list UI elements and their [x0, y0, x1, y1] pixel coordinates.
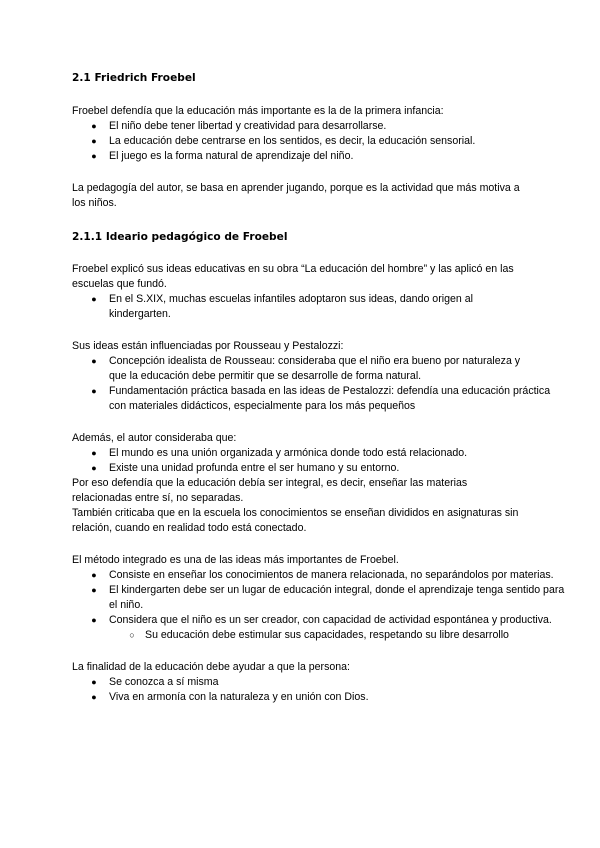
paragraph: Froebel defendía que la educación más importante es la de la primera infancia:	[72, 105, 444, 117]
bullet-icon: ●	[91, 448, 97, 458]
section-heading: 2.1 Friedrich Froebel	[72, 72, 196, 84]
paragraph: Por eso defendía que la educación debía ser integral, es decir, enseñar las materias relacionadas entre sí, no separadas.	[72, 477, 468, 504]
bullet-list	[72, 568, 565, 643]
bullet-icon: ●	[91, 386, 97, 396]
list-item: ● Concepción idealista de Rousseau: consideraba que el niño era bueno por naturaleza y que la educación debe permitir que se desarrolle de forma natural.	[72, 354, 529, 384]
bullet-list	[72, 675, 532, 705]
bullet-icon: ●	[91, 151, 97, 161]
paragraph: Sus ideas están influenciadas por Rousseau y Pestalozzi:	[72, 340, 344, 352]
bullet-icon: ●	[91, 585, 97, 595]
list-item: ● Se conozca a sí misma	[72, 675, 532, 690]
bullet-icon: ●	[91, 121, 97, 131]
list-item: ● Consiste en enseñar los conocimientos de manera relacionada, no separándolos por materias.	[72, 568, 569, 583]
bullet-icon: ●	[91, 615, 97, 625]
paragraph: La finalidad de la educación debe ayudar a que la persona:	[72, 661, 351, 673]
paragraph: También criticaba que en la escuela los conocimientos se enseñan divididos en asignaturas sin relación, cuando en realidad todo está conectado.	[72, 507, 519, 534]
bullet-icon: ●	[91, 356, 97, 366]
list-item: ● En el S.XIX, muchas escuelas infantiles adoptaron sus ideas, dando origen al kindergarten.	[72, 292, 509, 322]
document-page	[72, 0, 565, 705]
list-item: ● El kindergarten debe ser un lugar de educación integral, donde el aprendizaje tenga sentido para el niño.	[72, 583, 569, 613]
list-item: ● Considera que el niño es un ser creador, con capacidad de actividad espontánea y productiva.	[72, 613, 554, 628]
sub-list-item: ○ Su educación debe estimular sus capacidades, respetando su libre desarrollo	[72, 628, 545, 643]
list-item: ● Existe una unidad profunda entre el ser humano y su entorno.	[72, 461, 532, 476]
bullet-icon: ●	[91, 463, 97, 473]
bullet-list	[72, 354, 551, 414]
paragraph: Froebel explicó sus ideas educativas en su obra “La educación del hombre” y las aplicó en las escuelas que fundó.	[72, 263, 514, 290]
list-item: ● Fundamentación práctica basada en las ideas de Pestalozzi: defendía una educación práctica con materiales didácticos, especialmente para los más pequeños	[72, 384, 569, 414]
list-item: ● El niño debe tener libertad y creatividad para desarrollarse.	[72, 119, 532, 134]
hollow-bullet-icon: ○	[129, 630, 135, 640]
list-item: ● Viva en armonía con la naturaleza y en unión con Dios.	[72, 690, 532, 705]
paragraph: El método integrado es una de las ideas más importantes de Froebel.	[72, 554, 399, 566]
list-item: ● El mundo es una unión organizada y armónica donde todo está relacionado.	[72, 446, 532, 461]
bullet-icon: ●	[91, 294, 97, 304]
list-item: ● El juego es la forma natural de aprendizaje del niño.	[72, 149, 532, 164]
bullet-icon: ●	[91, 136, 97, 146]
paragraph: Además, el autor consideraba que:	[72, 432, 237, 444]
subsection-heading: 2.1.1 Ideario pedagógico de Froebel	[72, 231, 288, 243]
bullet-icon: ●	[91, 677, 97, 687]
bullet-list	[72, 446, 532, 476]
paragraph: La pedagogía del autor, se basa en aprender jugando, porque es la actividad que más motiva a los niños.	[72, 182, 520, 209]
bullet-list	[72, 292, 532, 322]
bullet-icon: ●	[91, 692, 97, 702]
list-item: ● La educación debe centrarse en los sentidos, es decir, la educación sensorial.	[72, 134, 532, 149]
bullet-icon: ●	[91, 570, 97, 580]
bullet-list	[72, 119, 532, 164]
